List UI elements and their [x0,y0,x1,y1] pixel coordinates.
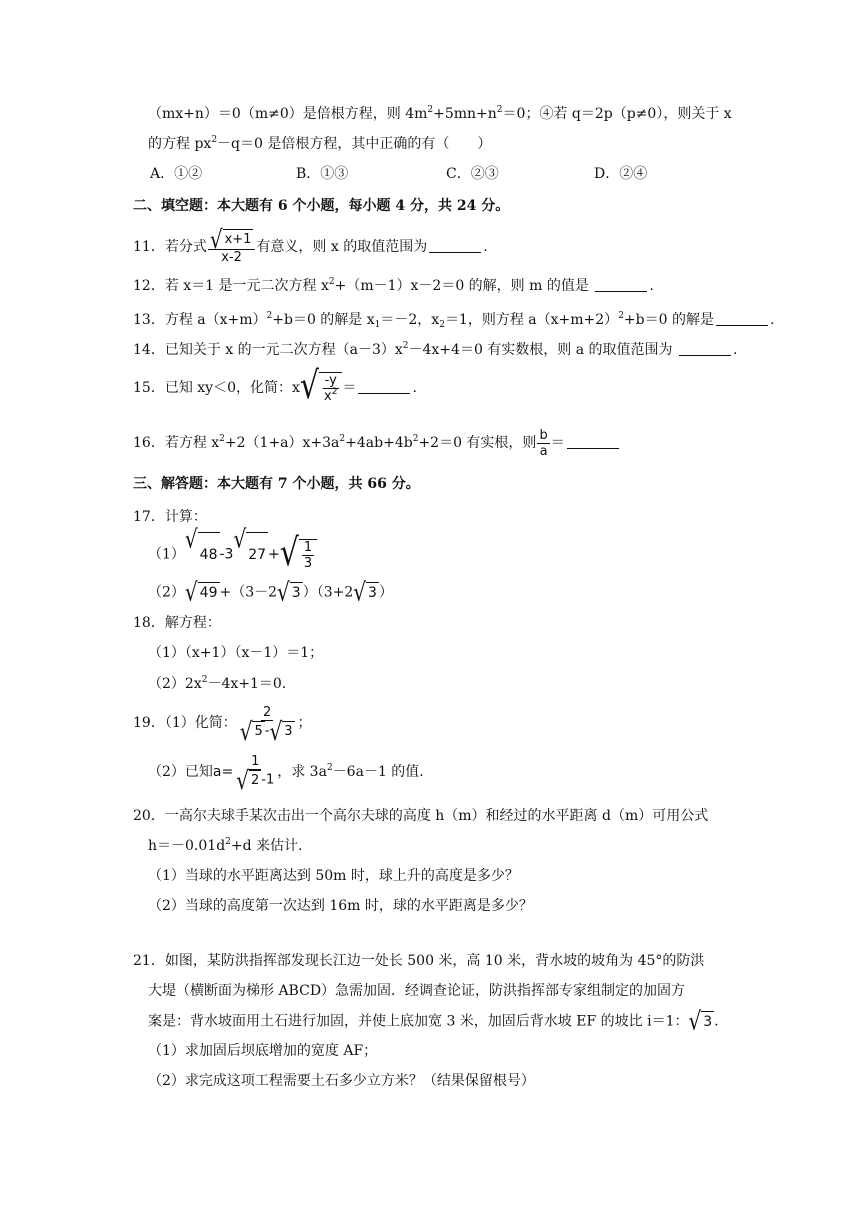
question-18-title: 18．解方程： [133,615,221,631]
question-14: 14．已知关于 x 的一元二次方程$(a-3)x^2-4x+4=0$ 有实数根，则 a 的取值范围为 . [133,341,738,358]
option-d: D．②④ [594,166,648,182]
option-c: C．②③ [446,166,499,182]
question-20-line2: $h=-0.01d^2+d$ 来估计. [148,837,303,854]
q10-line1: （mx+n）＝0（m≠0）是倍根方程，则 $4m^2+5mn+n^2=0$；④若 q＝2p（p≠0），则关于 x [148,105,732,122]
q15-blank [358,379,410,394]
question-20-part2: （2）当球的高度第一次达到 16m 时，球的水平距离是多少？ [148,898,533,914]
question-12: 12．若 x＝1 是一元二次方程 $x^2+(m-1)x-2=0$ 的解，则 m 的值是 . [133,277,654,294]
question-11: 11．若分式 √ x+1 x-2 有意义，则 x 的取值范围为 . [133,224,488,265]
question-18-part2: $(2)2x^2-4x+1=0$. [148,675,287,692]
q14-blank [679,341,731,356]
option-b: B．①③ [296,166,349,182]
question-18-part1: （1）（x+1）（x－1）＝1； [148,645,324,661]
option-a: A．①② [150,166,203,182]
q11-blank [429,238,481,253]
question-17-title: 17．计算： [133,509,207,525]
question-20-part1: （1）当球的水平距离达到 50m 时，球上升的高度是多少？ [148,868,519,884]
question-16: 16．若方程 $x^2+2(1+a)x+3a^2+4ab+4b^2+2=0$ 有实根，则 $\frac{b}{a}$ ＝ [133,425,621,461]
question-20-line1: 20．一高尔夫球手某次击出一个高尔夫球的高度 h（m）和经过的水平距离 d（m）可用公式 [133,808,709,824]
q13-blank [716,311,768,326]
q10-line2: 的方程 $px^2-q=0$ 是倍根方程，其中正确的有（ ） [148,135,492,152]
q15-radical: √ $\frac{-y}{x^2}$ [300,372,343,404]
question-17-part1: （1） √ 48 -3 √ 27 + √ $\frac{1}{3}$ [148,532,317,577]
question-21-line1: 21．如图，某防洪指挥部发现长江边一处长 500 米，高 10 米，背水坡的坡角为 45°的防洪 [133,953,705,969]
question-17-part2: （2） √ 49 +（3－2 √ 3 ）（3+2 √ 3 ） [148,576,393,607]
q16-fraction: $\frac{b}{a}$ [539,427,548,459]
q16-blank [567,434,619,449]
section-fill-blank-heading: 二、填空题：本大题有 6 个小题，每小题 4 分，共 24 分。 [133,198,510,214]
section-solve-heading: 三、解答题：本大题有 7 个小题，共 66 分。 [133,476,420,492]
q11-fraction: √ x+1 x-2 [208,229,256,265]
question-15: 15．已知 xy＜0，化简：x √ $\frac{-y}{x^2}$ ＝ . [133,364,417,408]
question-21-line2: 大堤（横断面为梯形 ABCD）急需加固．经调查论证，防洪指挥部专家组制定的加固方 [148,983,686,999]
question-13: 13．方程 $a(x+m)^2+b=0$ 的解是 $x_1=-2$，$x_2=1$，则方程 $a(x+m+2)^2+b=0$ 的解是 . [133,311,775,330]
question-21-part1: （1）求加固后坝底增加的宽度 AF； [148,1043,378,1059]
q12-blank [595,277,647,292]
question-21-part2: （2）求完成这项工程需要土石多少立方米？（结果保留根号） [148,1073,535,1089]
question-21-line3: 案是：背水坡面用土石进行加固，并使上底加宽 3 米，加固后背水坡 EF 的坡比 i＝1： √ 3 . [148,1005,719,1036]
question-19-part2: （2）已知a= 1 √ 2 -1 ，求 $3a^2-6a-1$ 的值. [148,754,424,795]
question-19-part1: 19．（1）化简： 2 √ 5 - √ 3 ； [133,705,312,746]
